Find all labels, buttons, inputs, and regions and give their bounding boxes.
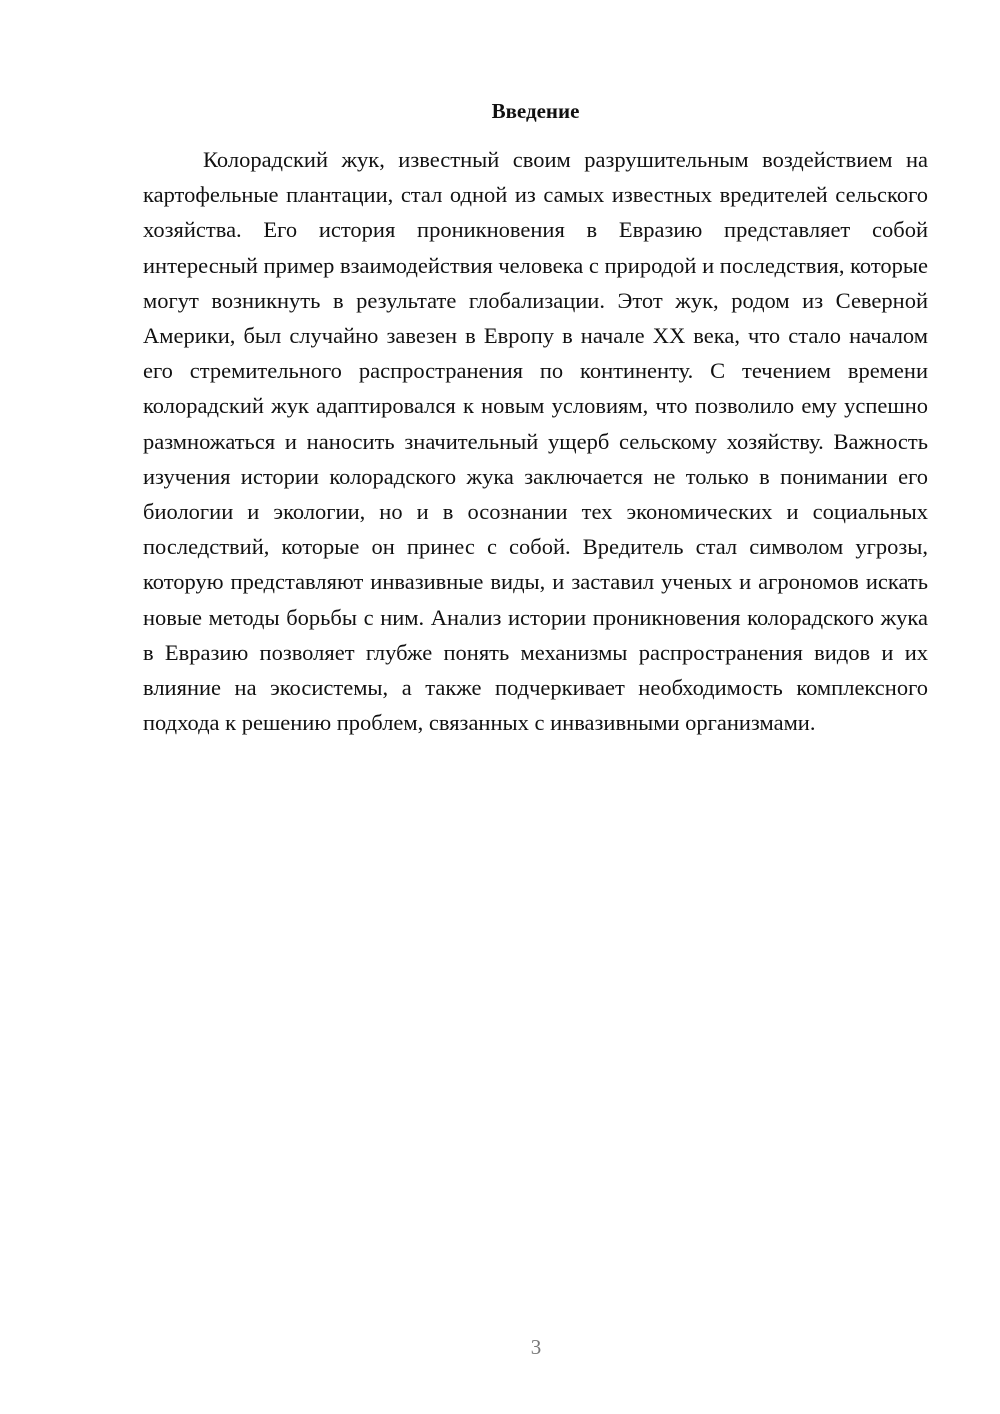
page-number: 3 xyxy=(530,1335,542,1359)
section-heading: Введение xyxy=(491,99,580,123)
body-paragraph: Колорадский жук, известный своим разрушительным воздействием на картофельные плантации, стал одной из самых известных вредителей сельского хозяйства. Его история проникновения в Евразию представляет собой интересный пример взаимодействия человека с природой и последствия, которые могут возникнуть в результате глобализации. Этот жук, родом из Северной Америки, был случайно завезен в Европу в начале XX века, что стало началом его стремительного распространения по континенту. С течением времени колорадский жук адаптировался к новым условиям, что позволило ему успешно размножаться и наносить значительный ущерб сельскому хозяйству. Важность изучения истории колорадского жука заключается не только в понимании его биологии и экологии, но и в осознании тех экономических и социальных последствий, которые он принес с собой. Вредитель стал символом угрозы, которую представляют инвазивные виды, и заставил ученых и агрономов искать новые методы борьбы с ним. Анализ истории проникновения колорадского жука в Евразию позволяет глубже понять механизмы распространения видов и их влияние на экосистемы, а также подчеркивает необходимость комплексного подхода к решению проблем, связанных с инвазивными организмами. xyxy=(143,147,928,736)
